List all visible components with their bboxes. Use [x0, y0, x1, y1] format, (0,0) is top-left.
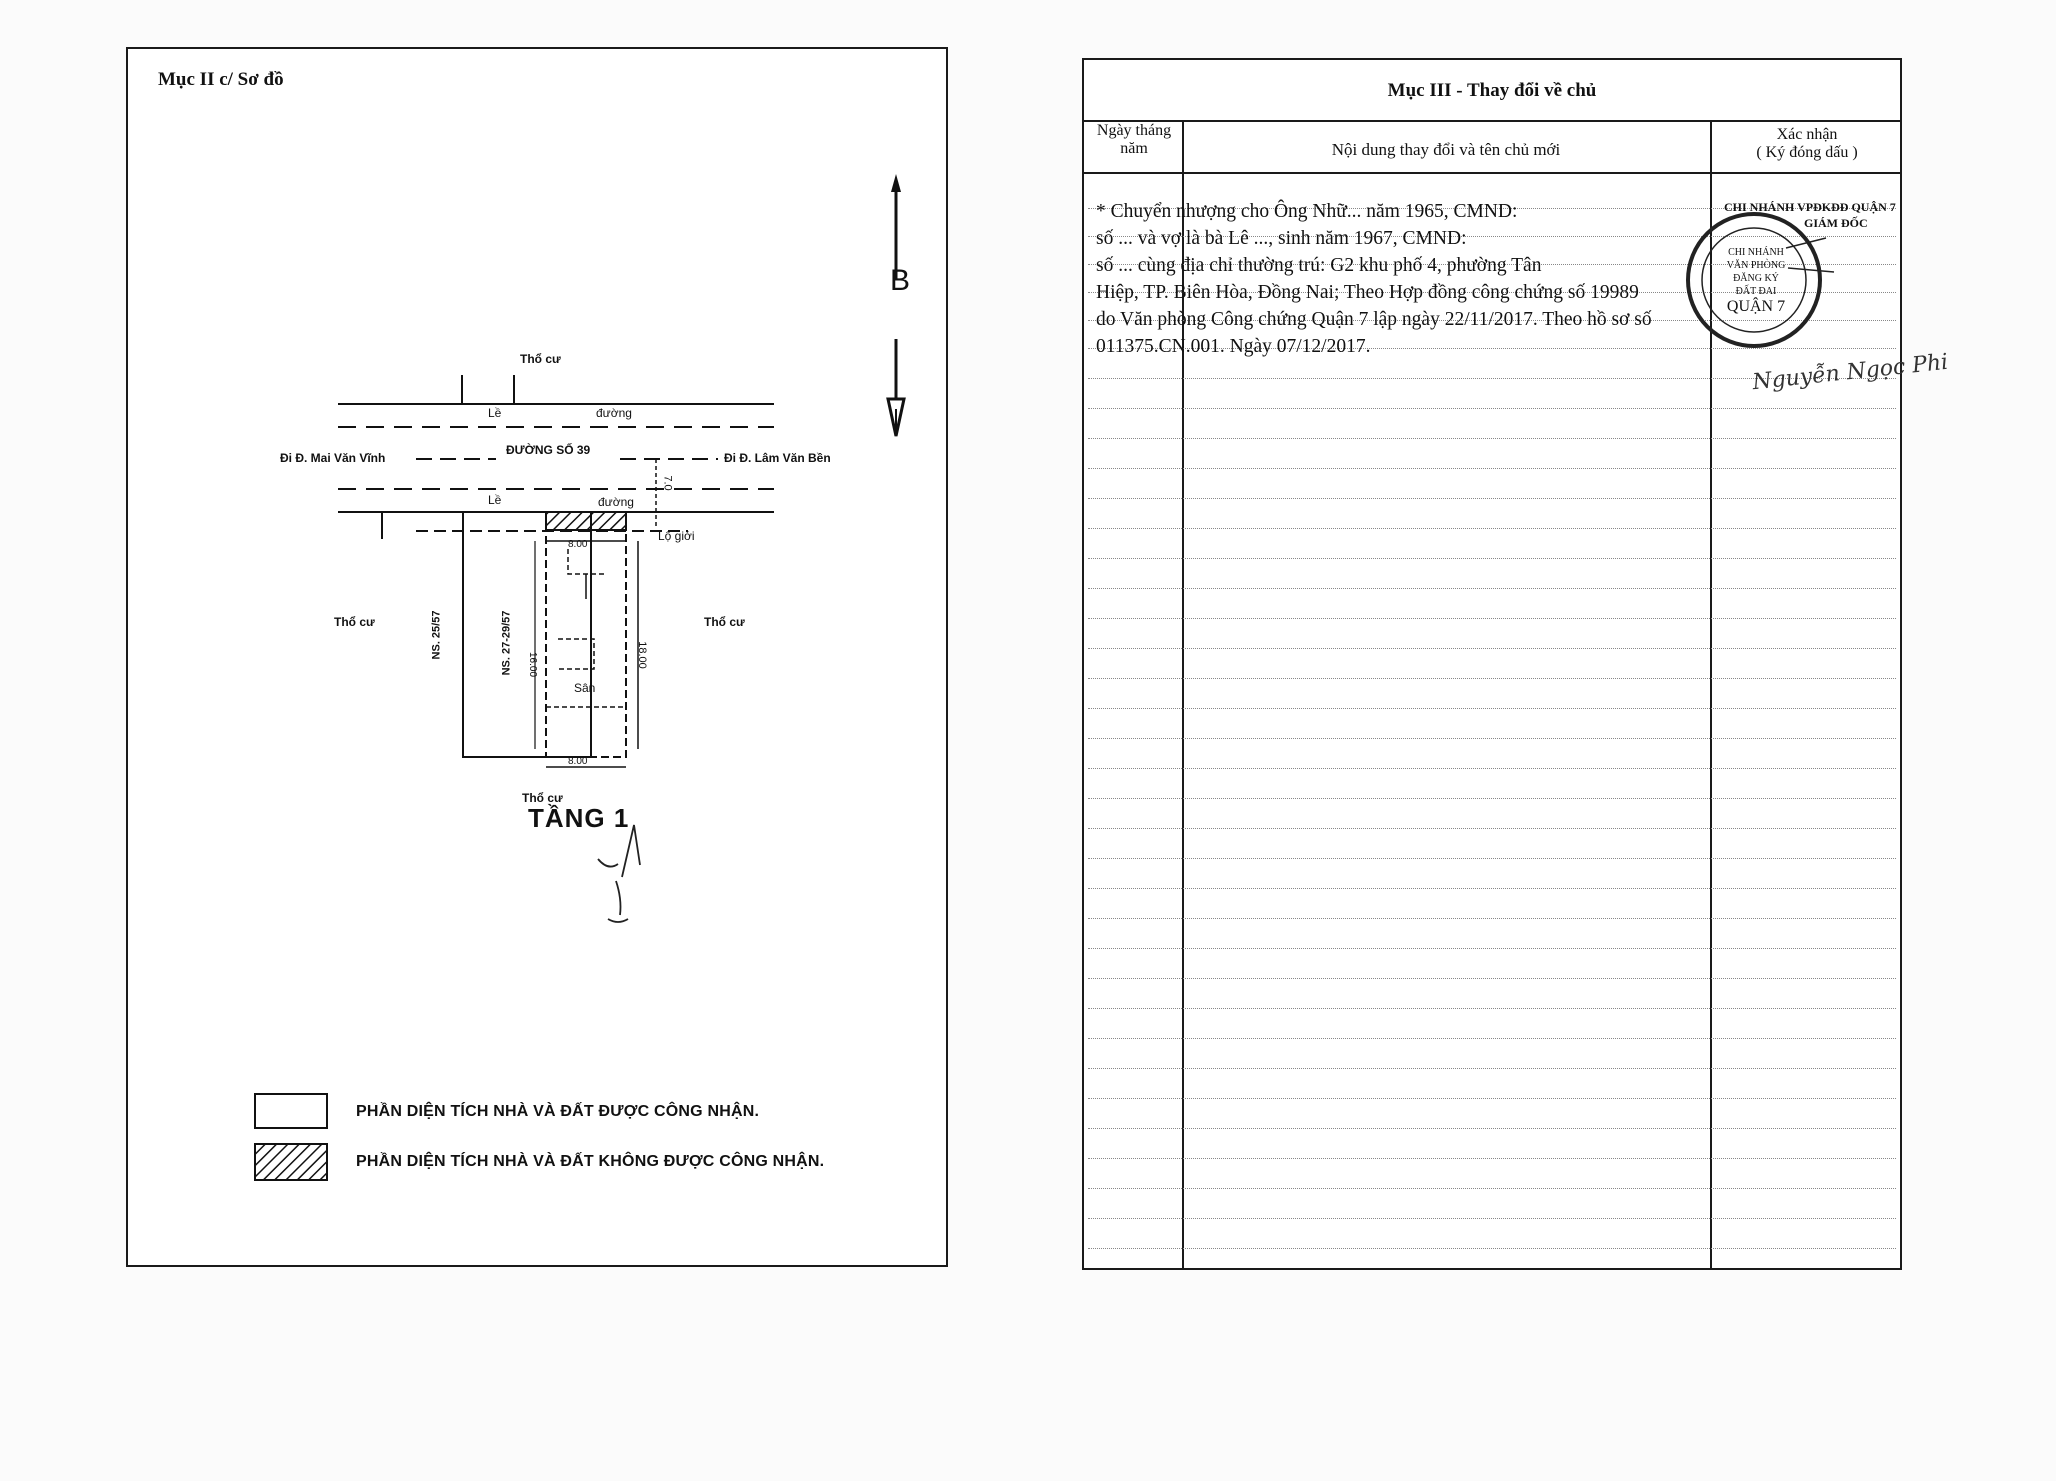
confirm-line-1: Xác nhận — [1776, 126, 1838, 143]
entry-line: số ... và vợ là bà Lê ..., sinh năm 1967, CMND: — [1096, 228, 1467, 249]
entry-line: * Chuyển nhượng cho Ông Nhữ... năm 1965, CMND: — [1096, 201, 1518, 222]
label-sidewalk-top: Lề — [488, 406, 502, 420]
column-header-content: Nội dung thay đổi và tên chủ mới — [1331, 140, 1561, 159]
legend-text-recognized: PHẦN DIỆN TÍCH NHÀ VÀ ĐẤT ĐƯỢC CÔNG NHẬN. — [356, 1103, 760, 1120]
label-residential-left: Thổ cư — [334, 615, 375, 629]
confirm-line-2: ( Ký đóng dấu ) — [1756, 144, 1858, 161]
stamp-org: CHI NHÁNH VPĐKĐĐ QUẬN 7 — [1724, 200, 1896, 214]
north-label: B — [890, 264, 911, 297]
label-residential-right: Thổ cư — [704, 615, 745, 629]
stamp-title: GIÁM ĐỐC — [1804, 216, 1868, 230]
label-dim-inner: 16.00 — [527, 651, 539, 678]
header-divider — [1084, 172, 1900, 174]
seal-line: CHI NHÁNH — [1728, 247, 1784, 258]
site-map — [128, 49, 950, 1269]
label-residential-bottom: Thổ cư — [522, 791, 563, 805]
legend-box-recognized — [254, 1093, 328, 1129]
seal-line: QUẬN 7 — [1726, 298, 1786, 315]
label-to-right: Đi Đ. Lâm Văn Bền — [724, 451, 831, 465]
label-residential-top: Thổ cư — [520, 352, 561, 366]
label-street-name: ĐƯỜNG SỐ 39 — [506, 443, 591, 457]
label-road-top: đường — [596, 406, 632, 420]
seal-line: VĂN PHÒNG — [1726, 260, 1786, 271]
label-house-no-right: NS. 27-29/57 — [500, 610, 513, 676]
label-to-left: Đi Đ. Mai Văn Vĩnh — [280, 451, 386, 465]
entry-line: 011375.CN.001. Ngày 07/12/2017. — [1096, 336, 1371, 357]
floor-label: TẦNG 1 — [528, 803, 630, 833]
title-divider — [1084, 120, 1900, 122]
entry-line: do Văn phòng Công chứng Quận 7 lập ngày 22/11/2017. Theo hồ sơ số — [1096, 309, 1652, 330]
legend-box-not-recognized — [254, 1143, 328, 1181]
label-dim-right: 18.00 — [635, 641, 648, 669]
section-title-ownership: Mục III - Thay đổi về chủ — [1387, 80, 1597, 101]
seal-text — [1726, 246, 1786, 313]
label-dim-bottom: 8.00 — [568, 756, 588, 767]
label-road-width: 7.0 — [661, 475, 674, 491]
pen-mark — [588, 819, 668, 929]
diagram-panel — [126, 47, 948, 1267]
label-house-no-left: NS. 25/57 — [430, 610, 443, 660]
label-yard: Sân — [574, 681, 596, 695]
column-header-confirm — [1714, 126, 1900, 162]
seal-line: ĐĂNG KÝ ĐẤT ĐAI — [1733, 273, 1779, 297]
section-title-diagram: Mục II c/ Sơ đồ — [158, 69, 284, 90]
label-sidewalk-bottom: Lề — [488, 493, 502, 507]
label-road-bottom: đường — [598, 495, 634, 509]
ownership-entry — [1096, 198, 1728, 360]
signer-name: Nguyễn Ngọc Phi — [1751, 349, 1950, 396]
legend-text-not-recognized: PHẦN DIỆN TÍCH NHÀ VÀ ĐẤT KHÔNG ĐƯỢC CÔNG NHẬN. — [356, 1153, 825, 1170]
entry-line: số ... cùng địa chỉ thường trú: G2 khu phố 4, phường Tân — [1096, 255, 1542, 276]
ownership-change-panel — [1082, 58, 1950, 1270]
label-dim-top: 8.00 — [568, 539, 588, 550]
entry-line: Hiệp, TP. Biên Hòa, Đồng Nai; Theo Hợp đồng công chứng số 19989 — [1096, 282, 1639, 303]
column-header-date: Ngày tháng năm — [1096, 122, 1172, 157]
label-boundary: Lộ giới — [658, 529, 695, 543]
